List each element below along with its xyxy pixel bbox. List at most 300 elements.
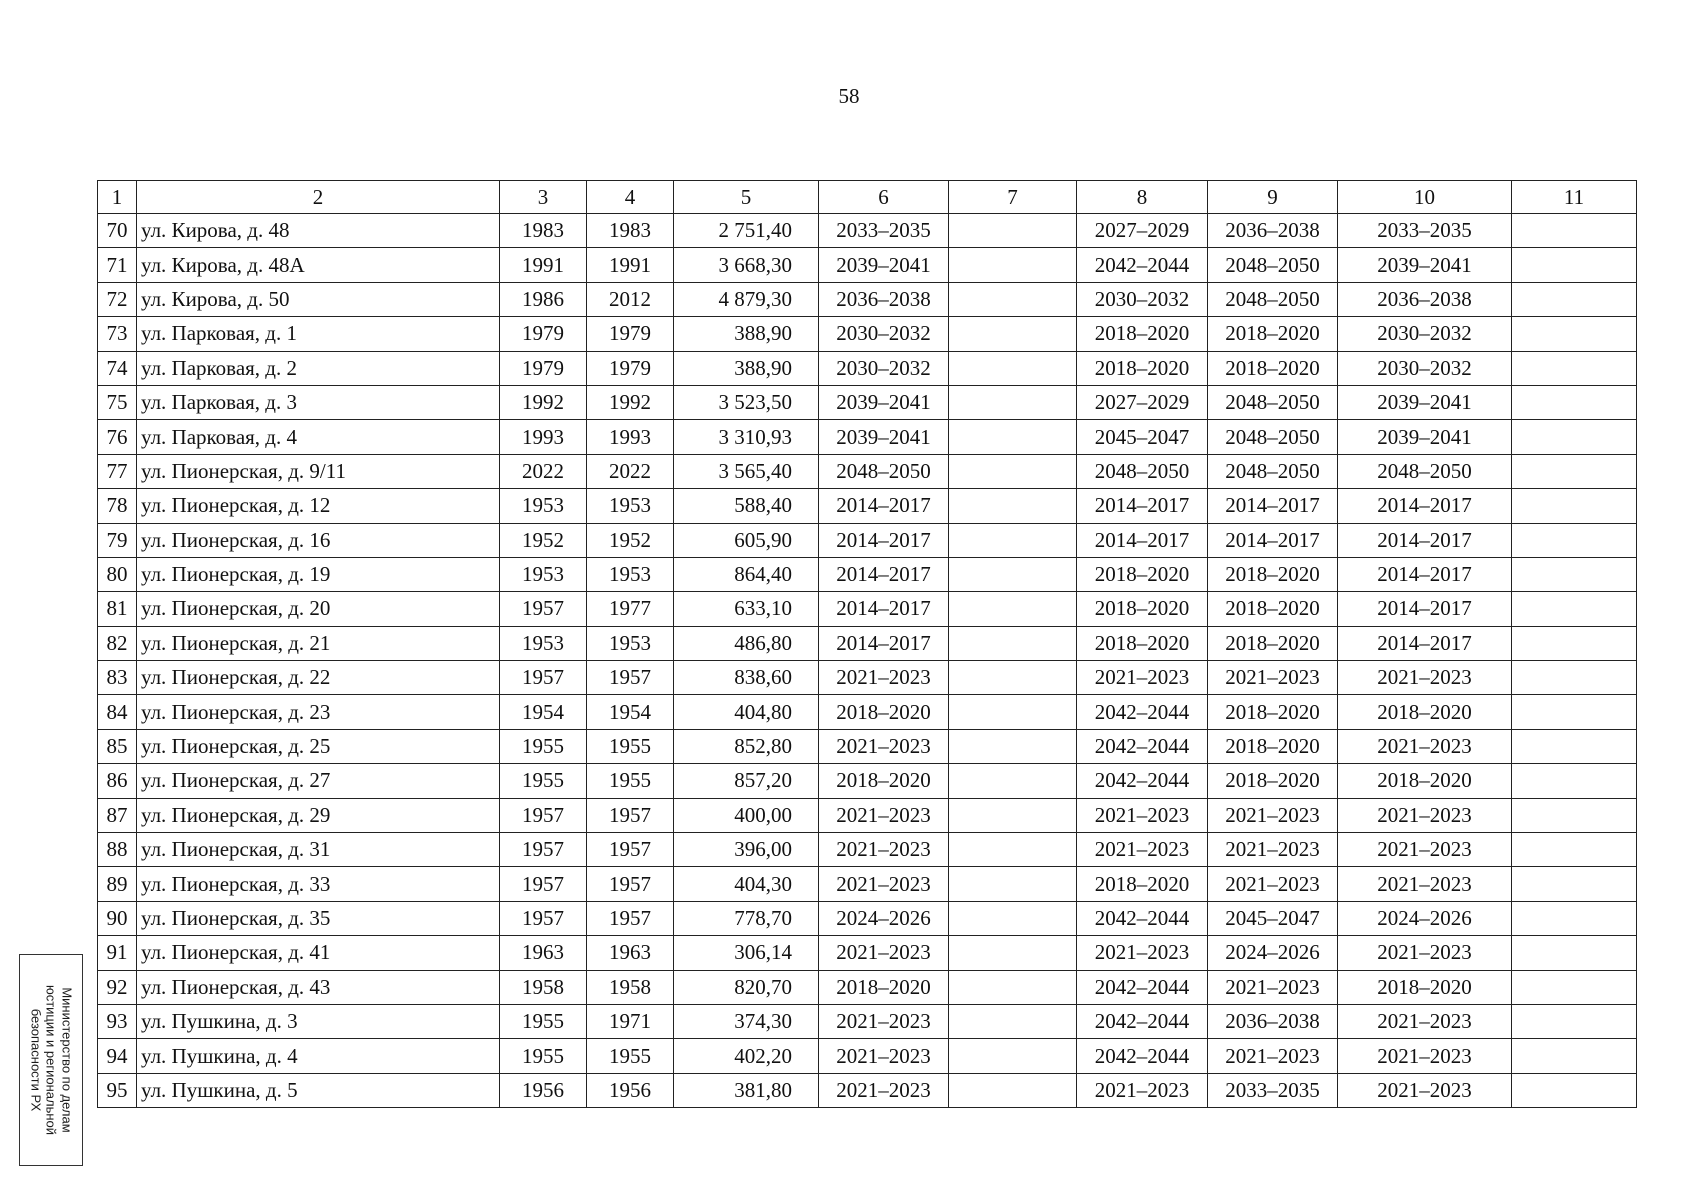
year-built-cell: 1958 <box>500 970 587 1004</box>
table-row <box>98 489 1637 523</box>
area-cell: 374,30 <box>674 1004 819 1038</box>
period-col10-cell: 2030–2032 <box>1338 351 1512 385</box>
area-cell: 852,80 <box>674 729 819 763</box>
period-col6-cell: 2021–2023 <box>819 1004 949 1038</box>
table-row <box>98 214 1637 248</box>
period-col9-cell: 2021–2023 <box>1208 867 1338 901</box>
year-built-cell: 1956 <box>500 1073 587 1107</box>
period-col9-cell: 2036–2038 <box>1208 214 1338 248</box>
period-col6-cell: 2014–2017 <box>819 626 949 660</box>
year-commissioned-cell: 1979 <box>587 351 674 385</box>
area-cell: 605,90 <box>674 523 819 557</box>
period-col8-cell: 2021–2023 <box>1077 798 1208 832</box>
stamp-line: безопасности РХ <box>28 1008 44 1112</box>
area-cell: 388,90 <box>674 351 819 385</box>
col11-cell <box>1512 557 1637 591</box>
period-col8-cell: 2021–2023 <box>1077 833 1208 867</box>
address-cell: ул. Пушкина, д. 5 <box>137 1073 500 1107</box>
table-row <box>98 695 1637 729</box>
table-row <box>98 523 1637 557</box>
col7-cell <box>949 248 1077 282</box>
period-col8-cell: 2042–2044 <box>1077 248 1208 282</box>
table-row <box>98 317 1637 351</box>
period-col9-cell: 2048–2050 <box>1208 248 1338 282</box>
year-built-cell: 1993 <box>500 420 587 454</box>
year-commissioned-cell: 1993 <box>587 420 674 454</box>
area-cell: 838,60 <box>674 661 819 695</box>
period-col10-cell: 2036–2038 <box>1338 282 1512 316</box>
col11-cell <box>1512 1073 1637 1107</box>
period-col10-cell: 2014–2017 <box>1338 523 1512 557</box>
period-col9-cell: 2036–2038 <box>1208 1004 1338 1038</box>
row-number-cell: 84 <box>98 695 137 729</box>
year-built-cell: 1979 <box>500 317 587 351</box>
column-header: 1 <box>98 181 137 214</box>
year-built-cell: 1955 <box>500 729 587 763</box>
column-header: 2 <box>137 181 500 214</box>
period-col10-cell: 2021–2023 <box>1338 867 1512 901</box>
column-header: 6 <box>819 181 949 214</box>
year-built-cell: 1953 <box>500 557 587 591</box>
year-built-cell: 1954 <box>500 695 587 729</box>
period-col8-cell: 2021–2023 <box>1077 936 1208 970</box>
row-number-cell: 95 <box>98 1073 137 1107</box>
address-cell: ул. Кирова, д. 48А <box>137 248 500 282</box>
table-row <box>98 1004 1637 1038</box>
address-cell: ул. Пионерская, д. 27 <box>137 764 500 798</box>
table-row <box>98 248 1637 282</box>
period-col8-cell: 2048–2050 <box>1077 454 1208 488</box>
period-col6-cell: 2014–2017 <box>819 592 949 626</box>
row-number-cell: 88 <box>98 833 137 867</box>
period-col10-cell: 2021–2023 <box>1338 661 1512 695</box>
area-cell: 404,80 <box>674 695 819 729</box>
year-commissioned-cell: 1954 <box>587 695 674 729</box>
col7-cell <box>949 1073 1077 1107</box>
area-cell: 402,20 <box>674 1039 819 1073</box>
year-commissioned-cell: 1992 <box>587 385 674 419</box>
period-col6-cell: 2039–2041 <box>819 420 949 454</box>
row-number-cell: 93 <box>98 1004 137 1038</box>
col7-cell <box>949 798 1077 832</box>
period-col9-cell: 2048–2050 <box>1208 385 1338 419</box>
col7-cell <box>949 626 1077 660</box>
col11-cell <box>1512 729 1637 763</box>
year-commissioned-cell: 1955 <box>587 1039 674 1073</box>
table-row <box>98 592 1637 626</box>
col11-cell <box>1512 901 1637 935</box>
year-built-cell: 1957 <box>500 592 587 626</box>
period-col9-cell: 2048–2050 <box>1208 282 1338 316</box>
period-col9-cell: 2018–2020 <box>1208 764 1338 798</box>
address-cell: ул. Пионерская, д. 33 <box>137 867 500 901</box>
stamp-line: Министерство по делам <box>59 987 75 1133</box>
year-built-cell: 1957 <box>500 833 587 867</box>
row-number-cell: 91 <box>98 936 137 970</box>
year-built-cell: 1953 <box>500 626 587 660</box>
address-cell: ул. Пионерская, д. 25 <box>137 729 500 763</box>
period-col9-cell: 2014–2017 <box>1208 489 1338 523</box>
table-row <box>98 661 1637 695</box>
col7-cell <box>949 970 1077 1004</box>
period-col9-cell: 2048–2050 <box>1208 420 1338 454</box>
period-col8-cell: 2018–2020 <box>1077 351 1208 385</box>
year-built-cell: 1957 <box>500 901 587 935</box>
area-cell: 388,90 <box>674 317 819 351</box>
table-row <box>98 901 1637 935</box>
ministry-stamp <box>19 954 83 1166</box>
area-cell: 864,40 <box>674 557 819 591</box>
table-body <box>98 214 1637 1108</box>
address-cell: ул. Пионерская, д. 12 <box>137 489 500 523</box>
column-header: 10 <box>1338 181 1512 214</box>
year-built-cell: 1957 <box>500 798 587 832</box>
col11-cell <box>1512 1039 1637 1073</box>
address-cell: ул. Пионерская, д. 21 <box>137 626 500 660</box>
year-built-cell: 1955 <box>500 1004 587 1038</box>
year-commissioned-cell: 1957 <box>587 901 674 935</box>
table-row <box>98 867 1637 901</box>
period-col6-cell: 2021–2023 <box>819 833 949 867</box>
period-col8-cell: 2014–2017 <box>1077 523 1208 557</box>
col11-cell <box>1512 454 1637 488</box>
year-built-cell: 1992 <box>500 385 587 419</box>
period-col9-cell: 2018–2020 <box>1208 626 1338 660</box>
period-col10-cell: 2014–2017 <box>1338 592 1512 626</box>
year-commissioned-cell: 1957 <box>587 867 674 901</box>
col7-cell <box>949 317 1077 351</box>
year-built-cell: 1963 <box>500 936 587 970</box>
year-built-cell: 1986 <box>500 282 587 316</box>
period-col6-cell: 2024–2026 <box>819 901 949 935</box>
col11-cell <box>1512 282 1637 316</box>
period-col6-cell: 2021–2023 <box>819 1073 949 1107</box>
address-cell: ул. Пионерская, д. 43 <box>137 970 500 1004</box>
address-cell: ул. Пионерская, д. 16 <box>137 523 500 557</box>
year-commissioned-cell: 1957 <box>587 798 674 832</box>
period-col9-cell: 2048–2050 <box>1208 454 1338 488</box>
col7-cell <box>949 867 1077 901</box>
column-header: 5 <box>674 181 819 214</box>
area-cell: 778,70 <box>674 901 819 935</box>
period-col10-cell: 2039–2041 <box>1338 420 1512 454</box>
col7-cell <box>949 489 1077 523</box>
area-cell: 4 879,30 <box>674 282 819 316</box>
period-col6-cell: 2018–2020 <box>819 970 949 1004</box>
year-commissioned-cell: 1957 <box>587 833 674 867</box>
period-col10-cell: 2048–2050 <box>1338 454 1512 488</box>
year-commissioned-cell: 1971 <box>587 1004 674 1038</box>
period-col10-cell: 2014–2017 <box>1338 489 1512 523</box>
year-built-cell: 2022 <box>500 454 587 488</box>
period-col8-cell: 2042–2044 <box>1077 901 1208 935</box>
period-col8-cell: 2045–2047 <box>1077 420 1208 454</box>
address-cell: ул. Пионерская, д. 31 <box>137 833 500 867</box>
year-built-cell: 1955 <box>500 764 587 798</box>
table-row <box>98 557 1637 591</box>
col11-cell <box>1512 867 1637 901</box>
period-col8-cell: 2042–2044 <box>1077 970 1208 1004</box>
period-col8-cell: 2027–2029 <box>1077 214 1208 248</box>
table-row <box>98 798 1637 832</box>
period-col10-cell: 2039–2041 <box>1338 385 1512 419</box>
row-number-cell: 80 <box>98 557 137 591</box>
period-col6-cell: 2014–2017 <box>819 523 949 557</box>
col11-cell <box>1512 695 1637 729</box>
period-col10-cell: 2033–2035 <box>1338 214 1512 248</box>
period-col6-cell: 2021–2023 <box>819 661 949 695</box>
period-col9-cell: 2018–2020 <box>1208 351 1338 385</box>
address-cell: ул. Пионерская, д. 29 <box>137 798 500 832</box>
year-commissioned-cell: 1991 <box>587 248 674 282</box>
address-cell: ул. Парковая, д. 4 <box>137 420 500 454</box>
period-col8-cell: 2042–2044 <box>1077 1039 1208 1073</box>
period-col6-cell: 2021–2023 <box>819 798 949 832</box>
period-col10-cell: 2021–2023 <box>1338 833 1512 867</box>
table-row <box>98 1039 1637 1073</box>
col7-cell <box>949 764 1077 798</box>
period-col10-cell: 2021–2023 <box>1338 1039 1512 1073</box>
address-cell: ул. Кирова, д. 48 <box>137 214 500 248</box>
row-number-cell: 72 <box>98 282 137 316</box>
col11-cell <box>1512 489 1637 523</box>
col7-cell <box>949 523 1077 557</box>
row-number-cell: 81 <box>98 592 137 626</box>
year-commissioned-cell: 1977 <box>587 592 674 626</box>
col11-cell <box>1512 1004 1637 1038</box>
address-cell: ул. Пионерская, д. 22 <box>137 661 500 695</box>
period-col9-cell: 2021–2023 <box>1208 798 1338 832</box>
row-number-cell: 76 <box>98 420 137 454</box>
col11-cell <box>1512 833 1637 867</box>
col7-cell <box>949 833 1077 867</box>
area-cell: 820,70 <box>674 970 819 1004</box>
period-col8-cell: 2018–2020 <box>1077 592 1208 626</box>
col11-cell <box>1512 385 1637 419</box>
period-col8-cell: 2021–2023 <box>1077 661 1208 695</box>
year-commissioned-cell: 2022 <box>587 454 674 488</box>
column-header: 11 <box>1512 181 1637 214</box>
col11-cell <box>1512 214 1637 248</box>
col11-cell <box>1512 764 1637 798</box>
year-commissioned-cell: 1953 <box>587 626 674 660</box>
period-col8-cell: 2018–2020 <box>1077 867 1208 901</box>
area-cell: 588,40 <box>674 489 819 523</box>
period-col10-cell: 2024–2026 <box>1338 901 1512 935</box>
period-col6-cell: 2039–2041 <box>819 385 949 419</box>
period-col10-cell: 2030–2032 <box>1338 317 1512 351</box>
period-col6-cell: 2021–2023 <box>819 936 949 970</box>
row-number-cell: 74 <box>98 351 137 385</box>
col11-cell <box>1512 626 1637 660</box>
col11-cell <box>1512 592 1637 626</box>
stamp-line: юстиции и региональной <box>43 984 59 1136</box>
period-col10-cell: 2021–2023 <box>1338 1073 1512 1107</box>
period-col9-cell: 2024–2026 <box>1208 936 1338 970</box>
row-number-cell: 79 <box>98 523 137 557</box>
period-col6-cell: 2039–2041 <box>819 248 949 282</box>
table-row <box>98 970 1637 1004</box>
data-table <box>97 180 1637 1108</box>
area-cell: 3 668,30 <box>674 248 819 282</box>
period-col8-cell: 2027–2029 <box>1077 385 1208 419</box>
page-number: 58 <box>838 84 860 108</box>
area-cell: 3 310,93 <box>674 420 819 454</box>
col11-cell <box>1512 798 1637 832</box>
col11-cell <box>1512 970 1637 1004</box>
period-col10-cell: 2039–2041 <box>1338 248 1512 282</box>
table-row <box>98 626 1637 660</box>
period-col9-cell: 2018–2020 <box>1208 695 1338 729</box>
period-col8-cell: 2042–2044 <box>1077 695 1208 729</box>
address-cell: ул. Парковая, д. 3 <box>137 385 500 419</box>
col11-cell <box>1512 351 1637 385</box>
period-col9-cell: 2018–2020 <box>1208 557 1338 591</box>
col7-cell <box>949 901 1077 935</box>
area-cell: 3 523,50 <box>674 385 819 419</box>
year-built-cell: 1979 <box>500 351 587 385</box>
address-cell: ул. Пионерская, д. 35 <box>137 901 500 935</box>
row-number-cell: 86 <box>98 764 137 798</box>
area-cell: 306,14 <box>674 936 819 970</box>
year-built-cell: 1952 <box>500 523 587 557</box>
area-cell: 400,00 <box>674 798 819 832</box>
year-commissioned-cell: 1956 <box>587 1073 674 1107</box>
area-cell: 633,10 <box>674 592 819 626</box>
address-cell: ул. Пионерская, д. 41 <box>137 936 500 970</box>
year-commissioned-cell: 1979 <box>587 317 674 351</box>
col7-cell <box>949 420 1077 454</box>
period-col9-cell: 2021–2023 <box>1208 661 1338 695</box>
col7-cell <box>949 454 1077 488</box>
period-col6-cell: 2030–2032 <box>819 317 949 351</box>
year-commissioned-cell: 1953 <box>587 557 674 591</box>
period-col9-cell: 2018–2020 <box>1208 317 1338 351</box>
col11-cell <box>1512 936 1637 970</box>
col7-cell <box>949 936 1077 970</box>
area-cell: 2 751,40 <box>674 214 819 248</box>
period-col8-cell: 2014–2017 <box>1077 489 1208 523</box>
row-number-cell: 78 <box>98 489 137 523</box>
area-cell: 486,80 <box>674 626 819 660</box>
year-commissioned-cell: 1952 <box>587 523 674 557</box>
year-built-cell: 1957 <box>500 867 587 901</box>
period-col9-cell: 2021–2023 <box>1208 833 1338 867</box>
row-number-cell: 87 <box>98 798 137 832</box>
row-number-cell: 70 <box>98 214 137 248</box>
period-col9-cell: 2018–2020 <box>1208 729 1338 763</box>
column-header: 8 <box>1077 181 1208 214</box>
area-cell: 857,20 <box>674 764 819 798</box>
row-number-cell: 75 <box>98 385 137 419</box>
table-row <box>98 385 1637 419</box>
col7-cell <box>949 729 1077 763</box>
year-built-cell: 1957 <box>500 661 587 695</box>
row-number-cell: 90 <box>98 901 137 935</box>
col7-cell <box>949 695 1077 729</box>
col7-cell <box>949 214 1077 248</box>
year-commissioned-cell: 1963 <box>587 936 674 970</box>
row-number-cell: 92 <box>98 970 137 1004</box>
column-header: 9 <box>1208 181 1338 214</box>
period-col8-cell: 2021–2023 <box>1077 1073 1208 1107</box>
table-row <box>98 1073 1637 1107</box>
col11-cell <box>1512 523 1637 557</box>
area-cell: 3 565,40 <box>674 454 819 488</box>
year-built-cell: 1991 <box>500 248 587 282</box>
period-col6-cell: 2021–2023 <box>819 1039 949 1073</box>
period-col8-cell: 2018–2020 <box>1077 626 1208 660</box>
col7-cell <box>949 1039 1077 1073</box>
col7-cell <box>949 282 1077 316</box>
column-header: 3 <box>500 181 587 214</box>
address-cell: ул. Пушкина, д. 4 <box>137 1039 500 1073</box>
period-col10-cell: 2018–2020 <box>1338 764 1512 798</box>
period-col6-cell: 2021–2023 <box>819 867 949 901</box>
col7-cell <box>949 351 1077 385</box>
year-built-cell: 1983 <box>500 214 587 248</box>
period-col10-cell: 2021–2023 <box>1338 729 1512 763</box>
period-col10-cell: 2021–2023 <box>1338 798 1512 832</box>
area-cell: 404,30 <box>674 867 819 901</box>
address-cell: ул. Пионерская, д. 19 <box>137 557 500 591</box>
address-cell: ул. Пионерская, д. 20 <box>137 592 500 626</box>
period-col6-cell: 2030–2032 <box>819 351 949 385</box>
col11-cell <box>1512 661 1637 695</box>
address-cell: ул. Кирова, д. 50 <box>137 282 500 316</box>
address-cell: ул. Парковая, д. 1 <box>137 317 500 351</box>
period-col8-cell: 2018–2020 <box>1077 317 1208 351</box>
period-col10-cell: 2014–2017 <box>1338 626 1512 660</box>
period-col9-cell: 2033–2035 <box>1208 1073 1338 1107</box>
row-number-cell: 85 <box>98 729 137 763</box>
table-row <box>98 351 1637 385</box>
col7-cell <box>949 661 1077 695</box>
area-cell: 396,00 <box>674 833 819 867</box>
year-commissioned-cell: 1957 <box>587 661 674 695</box>
row-number-cell: 71 <box>98 248 137 282</box>
col11-cell <box>1512 317 1637 351</box>
column-header: 4 <box>587 181 674 214</box>
col11-cell <box>1512 248 1637 282</box>
period-col8-cell: 2018–2020 <box>1077 557 1208 591</box>
period-col8-cell: 2042–2044 <box>1077 729 1208 763</box>
table-row <box>98 764 1637 798</box>
period-col8-cell: 2042–2044 <box>1077 1004 1208 1038</box>
period-col10-cell: 2018–2020 <box>1338 695 1512 729</box>
area-cell: 381,80 <box>674 1073 819 1107</box>
address-cell: ул. Парковая, д. 2 <box>137 351 500 385</box>
period-col6-cell: 2048–2050 <box>819 454 949 488</box>
table-row <box>98 454 1637 488</box>
year-commissioned-cell: 1955 <box>587 764 674 798</box>
table-row <box>98 282 1637 316</box>
table-row <box>98 420 1637 454</box>
year-built-cell: 1953 <box>500 489 587 523</box>
period-col9-cell: 2021–2023 <box>1208 1039 1338 1073</box>
col7-cell <box>949 592 1077 626</box>
row-number-cell: 73 <box>98 317 137 351</box>
period-col6-cell: 2014–2017 <box>819 489 949 523</box>
period-col6-cell: 2018–2020 <box>819 695 949 729</box>
table-row <box>98 833 1637 867</box>
year-commissioned-cell: 1953 <box>587 489 674 523</box>
table-header-row <box>98 181 1637 214</box>
year-commissioned-cell: 1955 <box>587 729 674 763</box>
row-number-cell: 94 <box>98 1039 137 1073</box>
column-header: 7 <box>949 181 1077 214</box>
address-cell: ул. Пионерская, д. 23 <box>137 695 500 729</box>
